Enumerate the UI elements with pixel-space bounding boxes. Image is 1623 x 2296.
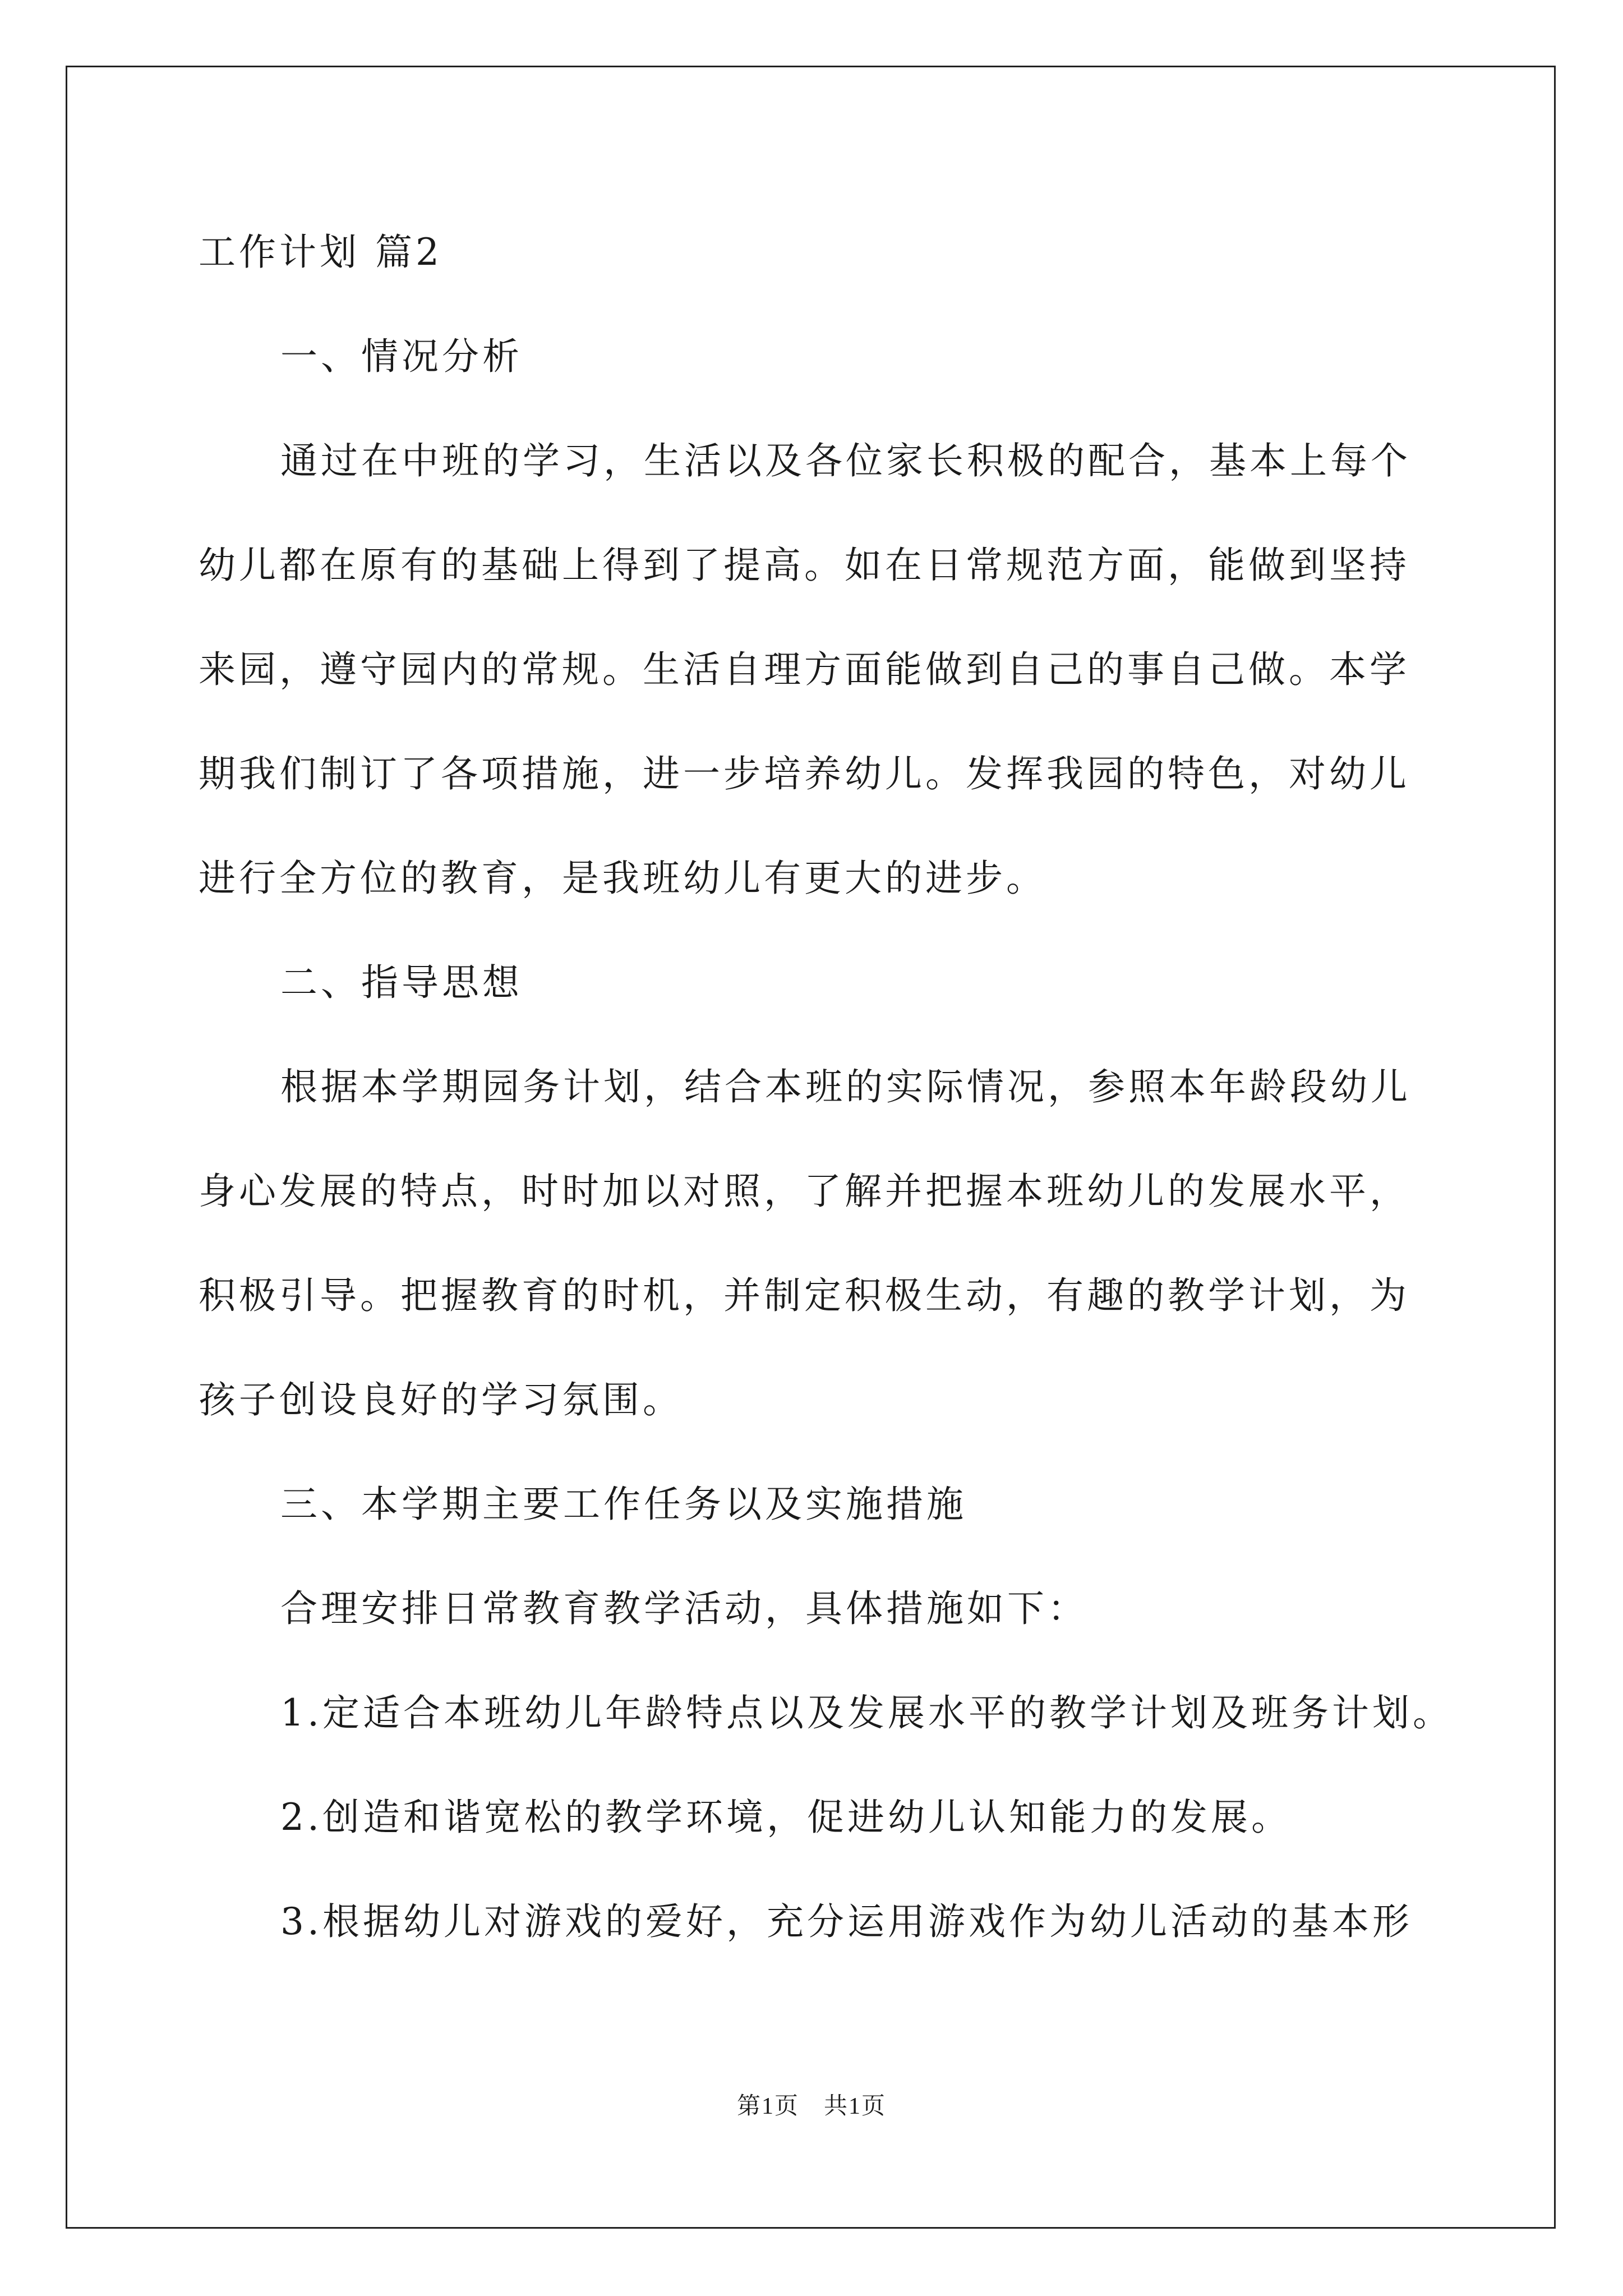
list-item: 3.根据幼儿对游戏的爱好，充分运用游戏作为幼儿活动的基本形 [280,1900,1413,1943]
paragraph-line: 积极引导。把握教育的时机，并制定积极生动，有趣的教学计划，为 [199,1274,1410,1317]
list-item: 2.创造和谐宽松的教学环境，促进幼儿认知能力的发展。 [280,1796,1292,1839]
paragraph-line: 幼儿都在原有的基础上得到了提高。如在日常规范方面，能做到坚持 [199,544,1410,587]
paragraph-line: 进行全方位的教育，是我班幼儿有更大的进步。 [199,857,1046,900]
document-title: 工作计划 篇2 [199,231,442,274]
paragraph-line: 根据本学期园务计划，结合本班的实际情况，参照本年龄段幼儿 [280,1065,1411,1108]
paragraph-line: 期我们制订了各项措施，进一步培养幼儿。发挥我园的特色，对幼儿 [199,752,1410,795]
section-heading-2: 二、指导思想 [280,961,523,1004]
paragraph-line: 孩子创设良好的学习氛围。 [199,1378,683,1421]
section-heading-3: 三、本学期主要工作任务以及实施措施 [280,1483,967,1526]
paragraph-line: 通过在中班的学习，生活以及各位家长积极的配合，基本上每个 [280,439,1411,482]
paragraph-line: 身心发展的特点，时时加以对照，了解并把握本班幼儿的发展水平， [199,1170,1410,1213]
list-item: 1.定适合本班幼儿年龄特点以及发展水平的教学计划及班务计划。 [280,1691,1453,1734]
paragraph-line: 来园，遵守园内的常规。生活自理方面能做到自己的事自己做。本学 [199,648,1410,691]
page-number-footer: 第1页 共1页 [736,2093,886,2119]
section-heading-1: 一、情况分析 [280,335,523,378]
paragraph-line: 合理安排日常教育教学活动，具体措施如下： [280,1587,1088,1630]
